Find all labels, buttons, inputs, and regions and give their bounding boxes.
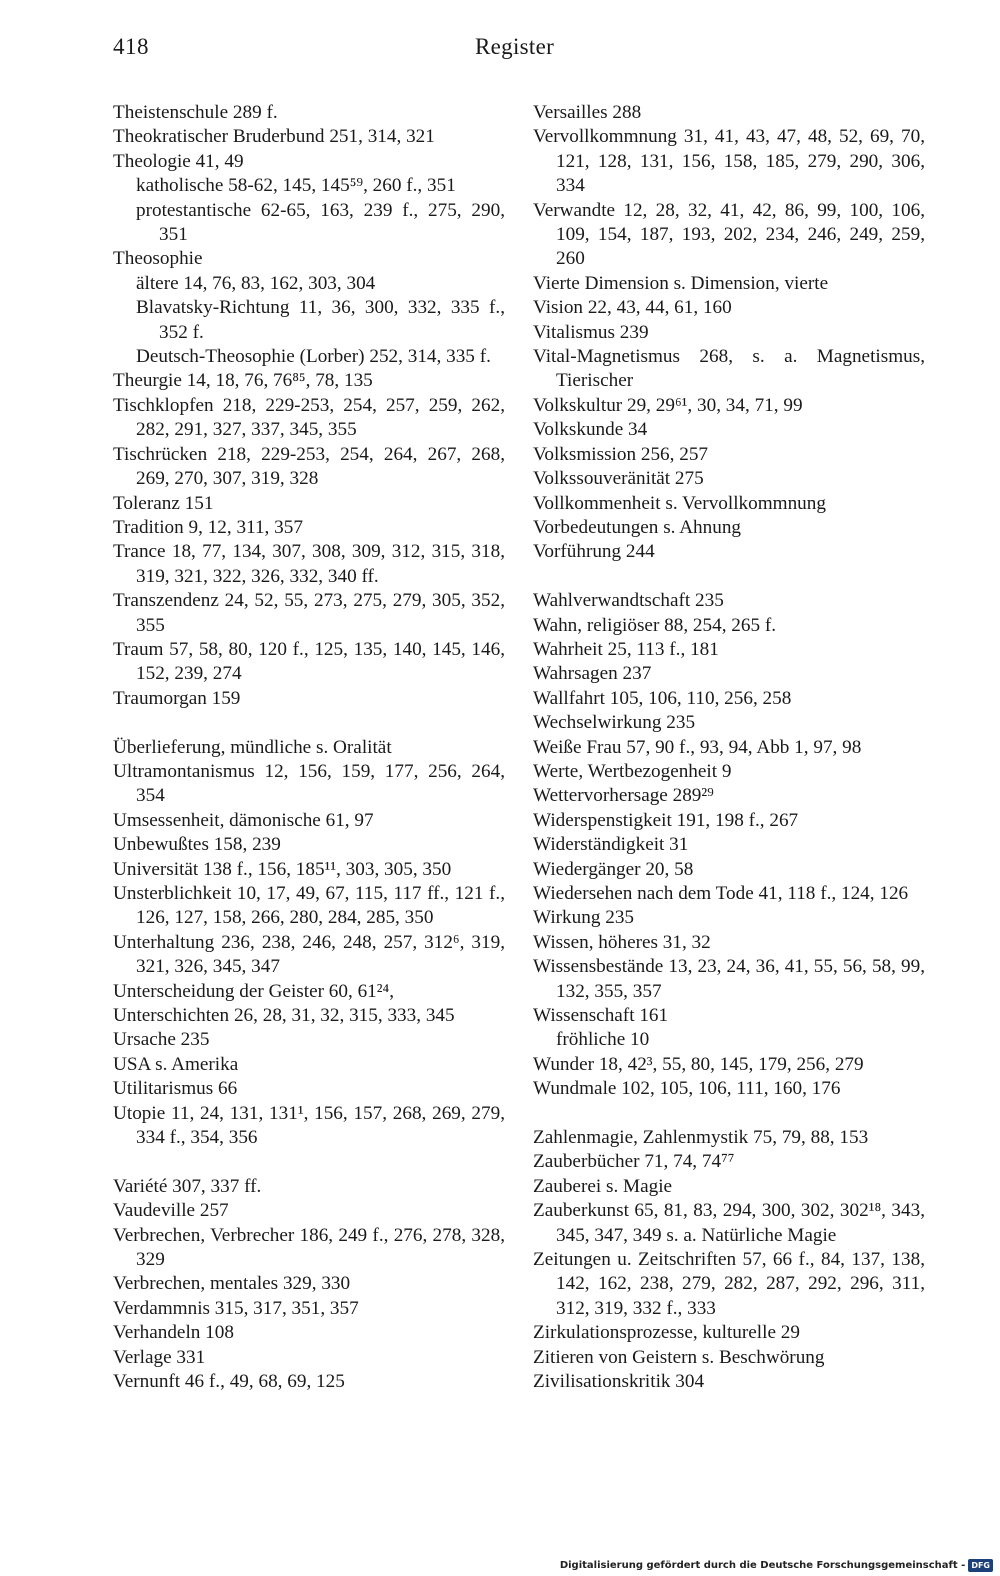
index-entry: Transzendenz 24, 52, 55, 273, 275, 279, 305, 352, 355 [113,590,505,636]
section-gap [533,565,925,589]
index-entry: Tischklopfen 218, 229-253, 254, 257, 259, 262, 282, 291, 327, 337, 345, 355 [113,394,505,441]
index-entry: Zauberkunst 65, 81, 83, 294, 300, 302, 302¹⁸, 343, 345, 347, 349 s. a. Natürliche Magie [533,1200,925,1246]
index-entry: Wunder 18, 42³, 55, 80, 145, 179, 256, 279 [533,1053,864,1075]
index-entry: Volkssouveränität 275 [533,468,704,490]
index-entry: Volksmission 256, 257 [533,443,709,465]
index-entry: Theurgie 14, 18, 76, 76⁸⁵, 78, 135 [113,370,373,392]
index-entry: Überlieferung, mündliche s. Oralität [113,736,392,758]
index-entry: Verdammnis 315, 317, 351, 357 [113,1297,359,1319]
index-entry: Zirkulationsprozesse, kulturelle 29 [533,1322,800,1344]
index-entry: USA s. Amerika [113,1053,239,1075]
index-entry: Utopie 11, 24, 131, 131¹, 156, 157, 268, 269, 279, 334 f., 354, 356 [113,1102,505,1149]
index-entry: Verbrechen, mentales 329, 330 [113,1273,351,1295]
index-entry: Ursache 235 [113,1029,210,1051]
index-entry: Theokratischer Bruderbund 251, 314, 321 [113,126,435,148]
index-entry: Ultramontanismus 12, 156, 159, 177, 256, 264, 354 [113,760,505,807]
index-entry: Volkskultur 29, 29⁶¹, 30, 34, 71, 99 [533,394,803,416]
index-entry: Variété 307, 337 ff. [113,1175,262,1197]
index-subentry: Blavatsky-Richtung 11, 36, 300, 332, 335 f., 352 f. [136,297,505,343]
index-entry: Wundmale 102, 105, 106, 111, 160, 176 [533,1078,841,1100]
index-entry: Unsterblichkeit 10, 17, 49, 67, 115, 117 ff., 121 f., 126, 127, 158, 266, 280, 284, 285, 350 [113,882,505,929]
index-entry: Vierte Dimension s. Dimension, vierte [533,272,829,294]
index-entry: Wiedersehen nach dem Tode 41, 118 f., 124, 126 [533,882,909,904]
index-entry: Umsessenheit, dämonische 61, 97 [113,809,374,831]
index-entry: Vorführung 244 [533,541,655,563]
index-entry: Theologie 41, 49 [113,150,244,172]
index-entry: Wallfahrt 105, 106, 110, 256, 258 [533,687,792,709]
index-subentry: protestantische 62-65, 163, 239 f., 275, 290, 351 [136,199,505,246]
index-entry: Zeitungen u. Zeitschriften 57, 66 f., 84, 137, 138, 142, 162, 238, 279, 282, 287, 292, 296, 311, 312, 319, 332 f., 333 [533,1249,925,1319]
index-entry: Wissensbestände 13, 23, 24, 36, 41, 55, 56, 58, 99, 132, 355, 357 [533,956,925,1002]
index-entry: Wechselwirkung 235 [533,712,696,734]
index-entry: Unterscheidung der Geister 60, 61²⁴, [113,980,394,1002]
index-entry: Unterhaltung 236, 238, 246, 248, 257, 312⁶, 319, 321, 326, 345, 347 [113,931,505,978]
index-column-left [113,101,505,1395]
index-entry: Zahlenmagie, Zahlenmystik 75, 79, 88, 153 [533,1127,869,1149]
index-entry: Trance 18, 77, 134, 307, 308, 309, 312, 315, 318, 319, 321, 322, 326, 332, 340 ff. [113,541,505,587]
index-entry: Vitalismus 239 [533,321,649,343]
index-entry: Theosophie [113,248,203,270]
index-entry: Werte, Wertbezogenheit 9 [533,760,732,782]
index-entry: Widerständigkeit 31 [533,834,689,856]
digitization-footer [560,1557,993,1573]
index-entry: Vision 22, 43, 44, 61, 160 [533,297,732,319]
index-entry: Wettervorhersage 289²⁹ [533,785,714,807]
index-entry: Versailles 288 [533,102,642,123]
index-entry: Wiedergänger 20, 58 [533,858,694,880]
index-entry: Volkskunde 34 [533,419,648,441]
index-entry: Zauberei s. Magie [533,1175,673,1197]
dfg-logo-icon: DFG [968,1559,993,1572]
page-header [0,34,1000,66]
index-entry: Theistenschule 289 f. [113,102,278,123]
index-entry: Wahn, religiöser 88, 254, 265 f. [533,614,777,636]
index-entry: Verbrechen, Verbrecher 186, 249 f., 276, 278, 328, 329 [113,1224,505,1271]
index-entry: Verhandeln 108 [113,1322,234,1344]
index-entry: Wirkung 235 [533,907,635,929]
index-entry: Wahrheit 25, 113 f., 181 [533,638,719,660]
index-entry: Universität 138 f., 156, 185¹¹, 303, 305, 350 [113,858,452,880]
footer-credit-text: Digitalisierung gefördert durch die Deutsche Forschungsgemeinschaft - [559,1559,966,1571]
index-entry: Tischrücken 218, 229-253, 254, 264, 267, 268, 269, 270, 307, 319, 328 [113,443,505,490]
index-entry: Toleranz 151 [113,492,214,514]
index-entry: Traumorgan 159 [113,687,241,709]
index-entry: Zitieren von Geistern s. Beschwörung [533,1346,825,1368]
index-entry: Vervollkommnung 31, 41, 43, 47, 48, 52, 69, 70, 121, 128, 131, 156, 158, 185, 279, 290, 306, 334 [533,126,925,197]
index-entry: Widerspenstigkeit 191, 198 f., 267 [533,809,799,831]
index-entry: Utilitarismus 66 [113,1078,238,1100]
index-subentry: ältere 14, 76, 83, 162, 303, 304 [136,272,376,294]
index-entry: Vernunft 46 f., 49, 68, 69, 125 [113,1371,345,1393]
index-subentry: fröhliche 10 [556,1029,650,1051]
index-entry: Unbewußtes 158, 239 [113,834,281,856]
index-entry: Vaudeville 257 [113,1200,229,1222]
index-subentry: Deutsch-Theosophie (Lorber) 252, 314, 335 f. [136,346,491,368]
index-entry: Verwandte 12, 28, 32, 41, 42, 86, 99, 100, 106, 109, 154, 187, 193, 202, 234, 246, 249, 259, 260 [533,199,925,270]
index-subentry: katholische 58-62, 145, 145⁵⁹, 260 f., 351 [136,175,456,197]
index-column-right [533,101,925,1395]
index-entry: Vital-Magnetismus 268, s. a. Magnetismus, Tierischer [533,346,925,392]
index-entry: Wahlverwandtschaft 235 [533,590,724,612]
index-entry: Unterschichten 26, 28, 31, 32, 315, 333, 345 [113,1005,455,1027]
index-entry: Vollkommenheit s. Vervollkommnung [533,492,826,514]
index-entry: Wissenschaft 161 [533,1005,669,1027]
index-entry: Zivilisationskritik 304 [533,1371,705,1393]
section-gap [113,711,505,735]
index-entry: Zauberbücher 71, 74, 74⁷⁷ [533,1151,735,1173]
page-number: 418 [113,34,149,59]
section-gap [533,1102,925,1126]
section-gap [113,1150,505,1174]
index-entry: Verlage 331 [113,1346,206,1368]
index-entry: Tradition 9, 12, 311, 357 [113,516,303,538]
index-entry: Vorbedeutungen s. Ahnung [533,516,742,538]
index-entry: Weiße Frau 57, 90 f., 93, 94, Abb 1, 97, 98 [533,736,862,758]
index-entry: Wissen, höheres 31, 32 [533,931,711,953]
running-head-title: Register [475,34,555,59]
index-entry: Traum 57, 58, 80, 120 f., 125, 135, 140, 145, 146, 152, 239, 274 [113,638,505,685]
index-entry: Wahrsagen 237 [533,663,652,685]
